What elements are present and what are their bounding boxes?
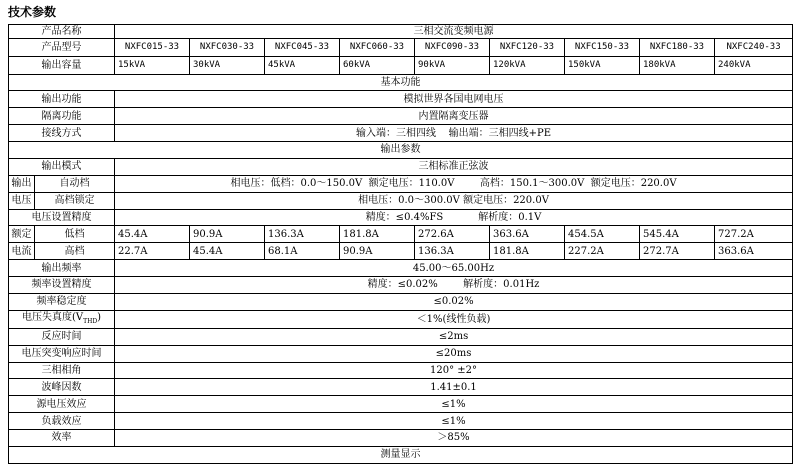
- frequency-row: [9, 260, 793, 277]
- response-row: [9, 328, 793, 345]
- row-label: [9, 310, 115, 328]
- output-mode-row: [9, 158, 793, 175]
- row-value: 120° ±2°: [115, 362, 793, 379]
- model-cell: NXFC030-33: [190, 38, 265, 56]
- row-label: 接线方式: [9, 125, 115, 142]
- current-label-top: 额定: [9, 226, 35, 243]
- load-effect-row: [9, 413, 793, 430]
- row-value: 模拟世界各国电网电压: [115, 91, 793, 108]
- model-cell: NXFC180-33: [640, 38, 715, 56]
- row-value: 精度：≤0.02% 解析度：0.01Hz: [115, 277, 793, 294]
- low-label: 低档: [35, 226, 115, 243]
- section-title: 测量显示: [9, 446, 793, 463]
- locked-label: 高档锁定: [35, 192, 115, 209]
- auto-label: 自动档: [35, 175, 115, 192]
- current-cell: 363.6A: [490, 226, 565, 243]
- current-cell: 90.9A: [340, 243, 415, 260]
- voltage-precision-row: [9, 209, 793, 226]
- capacity-cell: 240kVA: [715, 56, 793, 74]
- section-header-output: [9, 142, 793, 159]
- current-cell: 727.2A: [715, 226, 793, 243]
- row-label: 输出功能: [9, 91, 115, 108]
- section-header-display: [9, 446, 793, 463]
- row-value: 45.00～65.00Hz: [115, 260, 793, 277]
- row-value: 精度：≤0.4%FS 解析度：0.1V: [115, 209, 793, 226]
- row-value: ＞85%: [115, 430, 793, 447]
- distortion-row: [9, 310, 793, 328]
- current-cell: 22.7A: [115, 243, 190, 260]
- current-cell: 272.6A: [415, 226, 490, 243]
- row-value: 输入端：三相四线 输出端：三相四线+PE: [115, 125, 793, 142]
- row-label: 频率稳定度: [9, 293, 115, 310]
- current-cell: 363.6A: [715, 243, 793, 260]
- current-cell: 272.7A: [640, 243, 715, 260]
- row-value: ≤2ms: [115, 328, 793, 345]
- current-cell: 90.9A: [190, 226, 265, 243]
- capacity-cell: 180kVA: [640, 56, 715, 74]
- current-cell: 136.3A: [265, 226, 340, 243]
- distortion-label: 电压失真度(V: [21, 311, 84, 323]
- model-cell: NXFC060-33: [340, 38, 415, 56]
- row-label: 输出频率: [9, 260, 115, 277]
- section-title: 基本功能: [9, 74, 793, 91]
- row-label: 效率: [9, 430, 115, 447]
- capacity-cell: 90kVA: [415, 56, 490, 74]
- distortion-label-end: ): [97, 311, 102, 323]
- row-label: 三相相角: [9, 362, 115, 379]
- wiring-row: [9, 125, 793, 142]
- row-label: 源电压效应: [9, 396, 115, 413]
- isolation-row: [9, 108, 793, 125]
- high-label: 高档: [35, 243, 115, 260]
- row-label: 负载效应: [9, 413, 115, 430]
- current-cell: 45.4A: [190, 243, 265, 260]
- capacity-cell: 15kVA: [115, 56, 190, 74]
- capacity-cell: 30kVA: [190, 56, 265, 74]
- current-cell: 181.8A: [340, 226, 415, 243]
- thd-subscript: THD: [83, 317, 98, 325]
- section-header-basic: [9, 74, 793, 91]
- row-label: 产品型号: [9, 38, 115, 56]
- capacity-cell: 45kVA: [265, 56, 340, 74]
- current-cell: 545.4A: [640, 226, 715, 243]
- row-label: 输出容量: [9, 56, 115, 74]
- current-label-bottom: 电流: [9, 243, 35, 260]
- phase-angle-row: [9, 362, 793, 379]
- source-effect-row: [9, 396, 793, 413]
- row-value: 相电压：0.0～300.0V 额定电压：220.0V: [115, 192, 793, 209]
- model-cell: NXFC240-33: [715, 38, 793, 56]
- transient-row: [9, 345, 793, 362]
- current-cell: 181.8A: [490, 243, 565, 260]
- model-cell: NXFC090-33: [415, 38, 490, 56]
- row-value: 内置隔离变压器: [115, 108, 793, 125]
- capacity-cell: 60kVA: [340, 56, 415, 74]
- current-cell: 227.2A: [565, 243, 640, 260]
- row-value: ≤1%: [115, 413, 793, 430]
- current-cell: 136.3A: [415, 243, 490, 260]
- voltage-label-bottom: 电压: [9, 192, 35, 209]
- model-cell: NXFC120-33: [490, 38, 565, 56]
- capacity-row: [9, 56, 793, 74]
- model-cell: NXFC045-33: [265, 38, 340, 56]
- row-label: 电压设置精度: [9, 209, 115, 226]
- capacity-cell: 150kVA: [565, 56, 640, 74]
- voltage-locked-row: [9, 192, 793, 209]
- model-cell: NXFC015-33: [115, 38, 190, 56]
- row-label: 输出模式: [9, 158, 115, 175]
- row-label: 反应时间: [9, 328, 115, 345]
- voltage-label-top: 输出: [9, 175, 35, 192]
- row-value: ≤1%: [115, 396, 793, 413]
- output-function-row: [9, 91, 793, 108]
- row-label: 电压突变响应时间: [9, 345, 115, 362]
- section-title: 输出参数: [9, 142, 793, 159]
- voltage-auto-row: [9, 175, 793, 192]
- freq-precision-row: [9, 277, 793, 294]
- freq-stability-row: [9, 293, 793, 310]
- current-low-row: [9, 226, 793, 243]
- row-value: ＜1%(线性负载): [115, 310, 793, 328]
- current-cell: 68.1A: [265, 243, 340, 260]
- capacity-cell: 120kVA: [490, 56, 565, 74]
- row-label: 产品名称: [9, 25, 115, 39]
- spec-table: [8, 24, 793, 464]
- row-value: ≤0.02%: [115, 293, 793, 310]
- row-value: 1.41±0.1: [115, 379, 793, 396]
- row-value: ≤20ms: [115, 345, 793, 362]
- current-cell: 45.4A: [115, 226, 190, 243]
- row-label: 频率设置精度: [9, 277, 115, 294]
- model-row: [9, 38, 793, 56]
- row-value: 三相交流变频电源: [115, 25, 793, 39]
- crest-factor-row: [9, 379, 793, 396]
- current-cell: 454.5A: [565, 226, 640, 243]
- row-label: 隔离功能: [9, 108, 115, 125]
- row-value: 三相标准正弦波: [115, 158, 793, 175]
- page-title: 技术参数: [8, 5, 57, 19]
- model-cell: NXFC150-33: [565, 38, 640, 56]
- efficiency-row: [9, 430, 793, 447]
- product-name-row: [9, 25, 793, 39]
- row-label: 波峰因数: [9, 379, 115, 396]
- row-value: 相电压：低档：0.0～150.0V 额定电压：110.0V 高档：150.1～300.0V 额定电压：220.0V: [115, 175, 793, 192]
- current-high-row: [9, 243, 793, 260]
